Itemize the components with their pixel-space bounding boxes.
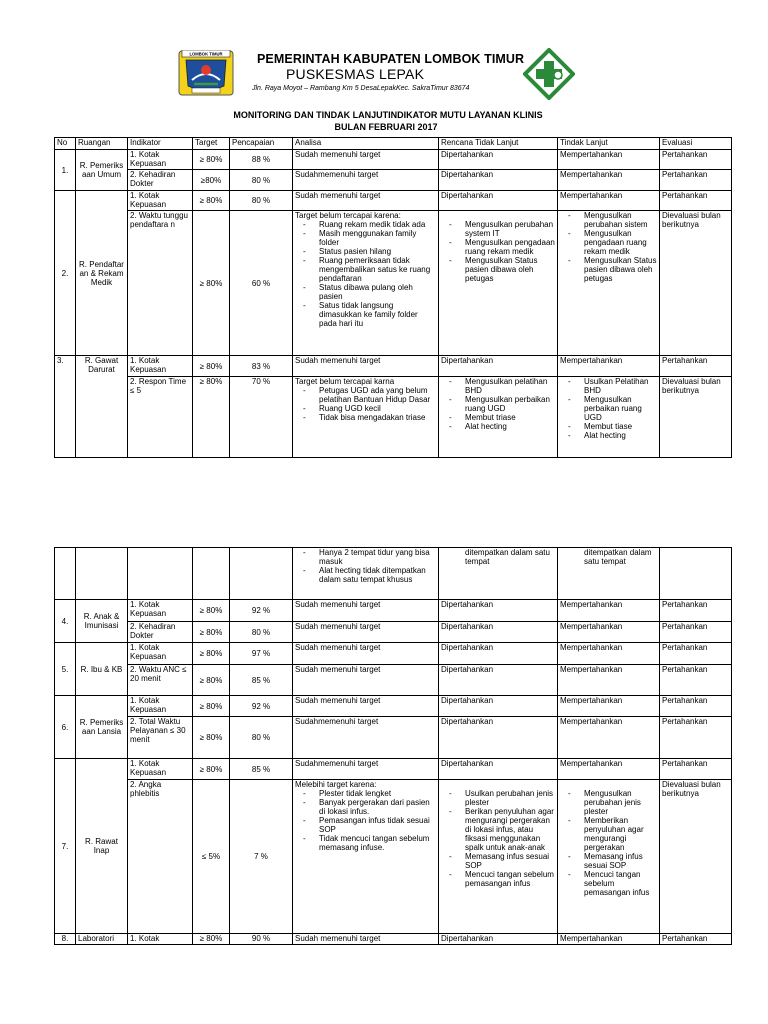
achievement: 85 % bbox=[230, 759, 293, 780]
follow-up-plan: Dipertahankan bbox=[439, 696, 558, 717]
target: ≥ 80% bbox=[193, 696, 230, 717]
row-number: 4. bbox=[55, 600, 76, 643]
list-item: - Alat hecting tidak ditempatkan dalam satu tempat khusus bbox=[295, 566, 436, 584]
list-item: - Berikan penyuluhan agar mengurangi pergerakan di lokasi infus, atau fiksasi menggunakan spalk untuk anak-anak bbox=[441, 807, 555, 852]
follow-up-action: Mempertahankan bbox=[558, 356, 660, 377]
row-number: 5. bbox=[55, 643, 76, 696]
follow-up-action: Mempertahankan bbox=[558, 759, 660, 780]
achievement: 60 % bbox=[230, 211, 293, 356]
follow-up-plan: Dipertahankan bbox=[439, 717, 558, 759]
room-name: R. Pendaftar an & Rekam Medik bbox=[76, 191, 128, 356]
action-list bbox=[560, 211, 657, 283]
puskesmas-name: PUSKESMAS LEPAK bbox=[286, 66, 425, 82]
target: ≥80% bbox=[193, 170, 230, 191]
room-name: R. Ibu & KB bbox=[76, 643, 128, 696]
follow-up-action: ditempatkan dalam satu tempat bbox=[558, 548, 660, 600]
plan-list bbox=[441, 377, 555, 431]
list-item: - Memasang infus sesuai SOP bbox=[560, 852, 657, 870]
list-item: - Satus tidak langsung dimasukkan ke family folder pada hari itu bbox=[295, 301, 436, 328]
list-item: - Hanya 2 tempat tidur yang bisa masuk bbox=[295, 548, 436, 566]
evaluation: Pertahankan bbox=[660, 643, 732, 665]
table-row bbox=[55, 191, 732, 211]
government-name: PEMERINTAH KABUPATEN LOMBOK TIMUR bbox=[257, 52, 525, 66]
analysis: Sudah memenuhi target bbox=[293, 665, 439, 696]
evaluation: Pertahankan bbox=[660, 191, 732, 211]
room-name: Laboratori bbox=[76, 934, 128, 945]
list-item: - Membut tiase bbox=[560, 422, 657, 431]
room-name: R. Pemeriks aan Lansia bbox=[76, 696, 128, 759]
analysis bbox=[293, 377, 439, 458]
analysis: Sudah memenuhi target bbox=[293, 696, 439, 717]
analysis-list bbox=[295, 220, 436, 328]
target: ≥ 80% bbox=[193, 643, 230, 665]
analysis: Sudah memenuhi target bbox=[293, 643, 439, 665]
indicator: 2. Waktu tunggu pendaftara n bbox=[128, 211, 193, 356]
list-item: - Ruang UGD kecil bbox=[295, 404, 436, 413]
list-item: - Ruang pemeriksaan tidak mengembalikan satus ke ruang pendaftaran bbox=[295, 256, 436, 283]
indicator: 1. Kotak Kepuasan bbox=[128, 759, 193, 780]
indicator: 1. Kotak Kepuasan bbox=[128, 696, 193, 717]
achievement: 83 % bbox=[230, 356, 293, 377]
target: ≥ 80% bbox=[193, 377, 230, 458]
row-number: 6. bbox=[55, 696, 76, 759]
table-row bbox=[55, 211, 732, 356]
follow-up-action: Mempertahankan bbox=[558, 665, 660, 696]
achievement: 90 % bbox=[230, 934, 293, 945]
col-header: Rencana Tidak Lanjut bbox=[439, 138, 558, 150]
list-item: - Tidak bisa mengadakan triase bbox=[295, 413, 436, 422]
list-item: - Petugas UGD ada yang belum pelatihan Bantuan Hidup Dasar bbox=[295, 386, 436, 404]
list-item: - Memasang infus sesuai SOP bbox=[441, 852, 555, 870]
evaluation: Pertahankan bbox=[660, 717, 732, 759]
analysis-list bbox=[295, 548, 436, 584]
follow-up-action: Mempertahankan bbox=[558, 643, 660, 665]
room-name: R. Anak & Imunisasi bbox=[76, 600, 128, 643]
list-item: - Pemasangan infus tidak sesuai SOP bbox=[295, 816, 436, 834]
follow-up-plan bbox=[439, 211, 558, 356]
table-row bbox=[55, 548, 732, 600]
evaluation: Dievaluasi bulan berikutnya bbox=[660, 211, 732, 356]
evaluation: Pertahankan bbox=[660, 600, 732, 622]
table-row bbox=[55, 150, 732, 170]
room-name: R. Pemeriks aan Umum bbox=[76, 150, 128, 191]
list-item: - Mengusulkan pengadaan ruang rekam medik bbox=[441, 238, 555, 256]
list-item: - Ruang rekam medik tidak ada bbox=[295, 220, 436, 229]
indicator: 1. Kotak Kepuasan bbox=[128, 600, 193, 622]
evaluation: Pertahankan bbox=[660, 356, 732, 377]
indicator: 1. Kotak Kepuasan bbox=[128, 356, 193, 377]
follow-up-plan: Dipertahankan bbox=[439, 356, 558, 377]
list-item: - Mengusulkan Status pasien dibawa oleh petugas bbox=[560, 256, 657, 283]
achievement: 85 % bbox=[230, 665, 293, 696]
list-item: - Mengusulkan pengadaan ruang rekam medik bbox=[560, 229, 657, 256]
row-number: 2. bbox=[55, 191, 76, 356]
document-title: MONITORING DAN TINDAK LANJUTINDIKATOR MUTU LAYANAN KLINIS bbox=[233, 110, 543, 120]
indicator: 1. Kotak Kepuasan bbox=[128, 191, 193, 211]
follow-up-plan: Dipertahankan bbox=[439, 643, 558, 665]
follow-up-plan: Dipertahankan bbox=[439, 622, 558, 643]
evaluation: Dievaluasi bulan berikutnya bbox=[660, 377, 732, 458]
analysis: Sudah memenuhi target bbox=[293, 600, 439, 622]
analysis: Sudah memenuhi target bbox=[293, 934, 439, 945]
achievement: 80 % bbox=[230, 170, 293, 191]
table-row bbox=[55, 600, 732, 622]
achievement: 97 % bbox=[230, 643, 293, 665]
list-item: - Mencuci tangan sebelum pemasangan infus bbox=[560, 870, 657, 897]
list-item: - Membut triase bbox=[441, 413, 555, 422]
table-row bbox=[55, 643, 732, 665]
table-row bbox=[55, 622, 732, 643]
analysis: Sudah memenuhi target bbox=[293, 622, 439, 643]
analysis: Sudah memenuhi target bbox=[293, 150, 439, 170]
list-item: - Mengusulkan perbaikan ruang UGD bbox=[560, 395, 657, 422]
col-header: Indikator bbox=[128, 138, 193, 150]
achievement: 88 % bbox=[230, 150, 293, 170]
follow-up-plan: Dipertahankan bbox=[439, 170, 558, 191]
list-item: - Plester tidak lengket bbox=[295, 789, 436, 798]
follow-up-plan bbox=[439, 780, 558, 934]
evaluation: Pertahankan bbox=[660, 622, 732, 643]
col-header: Analisa bbox=[293, 138, 439, 150]
evaluation: Pertahankan bbox=[660, 696, 732, 717]
follow-up-action bbox=[558, 377, 660, 458]
follow-up-plan: ditempatkan dalam satu tempat bbox=[439, 548, 558, 600]
follow-up-plan: Dipertahankan bbox=[439, 759, 558, 780]
list-item: - Mengusulkan perubahan sistem bbox=[560, 211, 657, 229]
list-item: - Mengusulkan perbaikan ruang UGD bbox=[441, 395, 555, 413]
target: ≥ 80% bbox=[193, 211, 230, 356]
indicator: 2. Angka phlebitis bbox=[128, 780, 193, 934]
analysis bbox=[293, 548, 439, 600]
analysis-heading: Target belum tercapai karena: bbox=[295, 211, 401, 220]
target: ≤ 5% bbox=[193, 780, 230, 934]
target: ≥ 80% bbox=[193, 934, 230, 945]
evaluation: Dievaluasi bulan berikutnya bbox=[660, 780, 732, 934]
target: ≥ 80% bbox=[193, 356, 230, 377]
puskesmas-cross-logo-icon bbox=[523, 48, 575, 100]
table-row bbox=[55, 759, 732, 780]
list-item: - Banyak pergerakan dari pasien di lokasi infus. bbox=[295, 798, 436, 816]
evaluation: Pertahankan bbox=[660, 170, 732, 191]
list-item: - Mencuci tangan sebelum pemasangan infus bbox=[441, 870, 555, 888]
table-row bbox=[55, 934, 732, 945]
target: ≥ 80% bbox=[193, 150, 230, 170]
achievement: 80 % bbox=[230, 717, 293, 759]
monitoring-table-page-2 bbox=[54, 547, 732, 945]
achievement: 80 % bbox=[230, 622, 293, 643]
follow-up-plan bbox=[439, 377, 558, 458]
lombok-timur-emblem-icon bbox=[178, 50, 234, 96]
row-number: 1. bbox=[55, 150, 76, 191]
evaluation: Pertahankan bbox=[660, 665, 732, 696]
follow-up-action: Mempertahankan bbox=[558, 934, 660, 945]
target: ≥ 80% bbox=[193, 191, 230, 211]
list-item: - Alat hecting bbox=[560, 431, 657, 440]
analysis: Sudahmemenuhi target bbox=[293, 759, 439, 780]
table-row bbox=[55, 717, 732, 759]
achievement: 70 % bbox=[230, 377, 293, 458]
list-item: - Masih menggunakan family folder bbox=[295, 229, 436, 247]
target: ≥ 80% bbox=[193, 665, 230, 696]
col-header: Evaluasi bbox=[660, 138, 732, 150]
row-number: 7. bbox=[55, 759, 76, 934]
list-item: - Usulkan perubahan jenis plester bbox=[441, 789, 555, 807]
analysis bbox=[293, 780, 439, 934]
analysis: Sudah memenuhi target bbox=[293, 191, 439, 211]
analysis-heading: Target belum tercapai karna bbox=[295, 377, 395, 386]
list-item: - Usulkan Pelatihan BHD bbox=[560, 377, 657, 395]
achievement: 92 % bbox=[230, 696, 293, 717]
follow-up-plan: Dipertahankan bbox=[439, 665, 558, 696]
follow-up-action: Mempertahankan bbox=[558, 170, 660, 191]
analysis-list bbox=[295, 789, 436, 852]
table-row bbox=[55, 170, 732, 191]
table-row bbox=[55, 696, 732, 717]
indicator: 1. Kotak Kepuasan bbox=[128, 643, 193, 665]
list-item: - Memberikan penyuluhan agar mengurangi pergerakan bbox=[560, 816, 657, 852]
col-header: No bbox=[55, 138, 76, 150]
target: ≥ 80% bbox=[193, 717, 230, 759]
follow-up-action: Mempertahankan bbox=[558, 622, 660, 643]
room-name: R. Rawat Inap bbox=[76, 759, 128, 934]
achievement: 80 % bbox=[230, 191, 293, 211]
list-item: - Mengusulkan Status pasien dibawa oleh petugas bbox=[441, 256, 555, 283]
action-list bbox=[560, 377, 657, 440]
evaluation: Pertahankan bbox=[660, 150, 732, 170]
letterhead bbox=[0, 44, 768, 100]
document-period: BULAN FEBRUARI 2017 bbox=[334, 122, 438, 132]
list-item: - Tidak mencuci tangan sebelum memasang infuse. bbox=[295, 834, 436, 852]
analysis-heading: Melebihi target karena: bbox=[295, 780, 377, 789]
follow-up-plan: Dipertahankan bbox=[439, 191, 558, 211]
action-list bbox=[560, 789, 657, 897]
list-item: - Mengusulkan perubahan system IT bbox=[441, 220, 555, 238]
col-header: Target bbox=[193, 138, 230, 150]
list-item: - Status pasien hilang bbox=[295, 247, 436, 256]
target: ≥ 80% bbox=[193, 600, 230, 622]
analysis-list bbox=[295, 386, 436, 422]
indicator: 2. Waktu ANC ≤ 20 menit bbox=[128, 665, 193, 696]
evaluation: Pertahankan bbox=[660, 759, 732, 780]
follow-up-action: Mempertahankan bbox=[558, 600, 660, 622]
follow-up-plan: Dipertahankan bbox=[439, 600, 558, 622]
list-item: - Alat hecting bbox=[441, 422, 555, 431]
svg-text:LOMBOK TIMUR: LOMBOK TIMUR bbox=[189, 51, 223, 57]
evaluation: Pertahankan bbox=[660, 934, 732, 945]
list-item: - Status dibawa pulang oleh pasien bbox=[295, 283, 436, 301]
indicator: 1. Kotak Kepuasan bbox=[128, 150, 193, 170]
indicator: 2. Kehadiran Dokter bbox=[128, 170, 193, 191]
room-name: R. Gawat Darurat bbox=[76, 356, 128, 458]
col-header: Pencapaian bbox=[230, 138, 293, 150]
target: ≥ 80% bbox=[193, 622, 230, 643]
col-header: Ruangan bbox=[76, 138, 128, 150]
indicator: 2. Total Waktu Pelayanan ≤ 30 menit bbox=[128, 717, 193, 759]
table-row bbox=[55, 377, 732, 458]
follow-up-action bbox=[558, 780, 660, 934]
achievement: 7 % bbox=[230, 780, 293, 934]
plan-list bbox=[441, 220, 555, 283]
analysis bbox=[293, 211, 439, 356]
indicator: 2. Respon Time ≤ 5 bbox=[128, 377, 193, 458]
analysis: Sudahmemenuhi target bbox=[293, 170, 439, 191]
row-number: 8. bbox=[55, 934, 76, 945]
follow-up-plan: Dipertahankan bbox=[439, 150, 558, 170]
analysis: Sudahmemenuhi target bbox=[293, 717, 439, 759]
follow-up-action bbox=[558, 211, 660, 356]
follow-up-action: Mempertahankan bbox=[558, 150, 660, 170]
indicator: 1. Kotak bbox=[128, 934, 193, 945]
follow-up-plan: Dipertahankan bbox=[439, 934, 558, 945]
follow-up-action: Mempertahankan bbox=[558, 191, 660, 211]
plan-list bbox=[441, 789, 555, 888]
row-number: 3. bbox=[55, 356, 76, 458]
table-header-row bbox=[55, 138, 732, 150]
table-row bbox=[55, 356, 732, 377]
list-item: - Mengusulkan perubahan jenis plester bbox=[560, 789, 657, 816]
achievement: 92 % bbox=[230, 600, 293, 622]
monitoring-table-page-1 bbox=[54, 137, 732, 458]
follow-up-action: Mempertahankan bbox=[558, 696, 660, 717]
col-header: Tindak Lanjut bbox=[558, 138, 660, 150]
indicator: 2. Kehadiran Dokter bbox=[128, 622, 193, 643]
target: ≥ 80% bbox=[193, 759, 230, 780]
analysis: Sudah memenuhi target bbox=[293, 356, 439, 377]
table-row bbox=[55, 780, 732, 934]
follow-up-action: Mempertahankan bbox=[558, 717, 660, 759]
list-item: - Mengusulkan pelatihan BHD bbox=[441, 377, 555, 395]
table-row bbox=[55, 665, 732, 696]
address-line: Jln. Raya Moyot – Rambang Km 5 DesaLepakKec. SakraTimur 83674 bbox=[252, 85, 470, 92]
